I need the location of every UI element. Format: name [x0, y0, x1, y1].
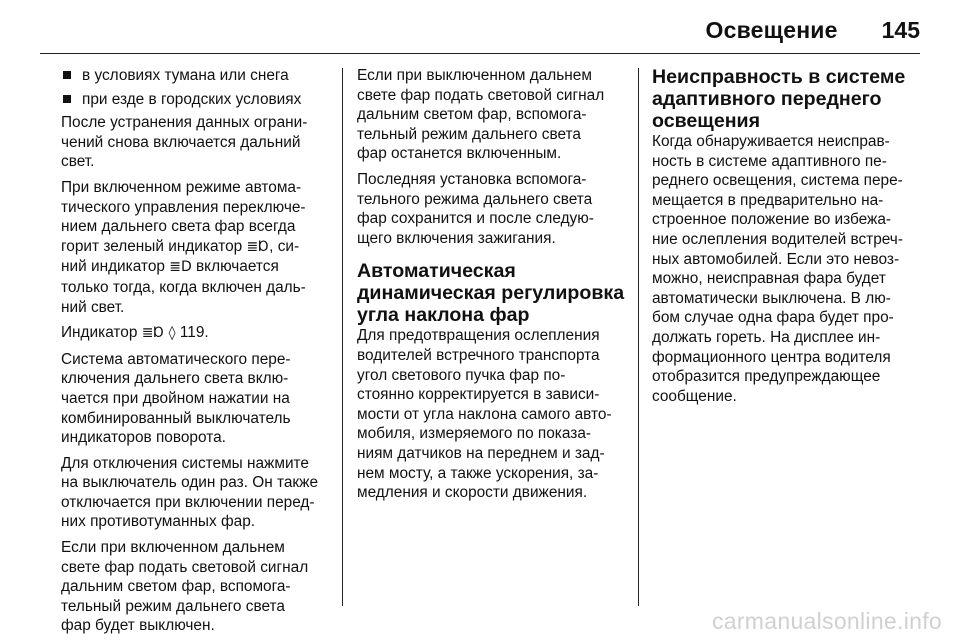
text-line: свет.	[61, 153, 95, 171]
text-line: Когда обнаруживается неисправ-	[652, 133, 890, 150]
text-line: тельного режима дальнего света	[357, 190, 593, 208]
column-divider	[638, 68, 639, 606]
text-line: дальним светом фар, вспомога-	[61, 578, 291, 596]
text-line: них противотуманных фар.	[61, 513, 256, 531]
bullet-item	[61, 90, 331, 110]
paragraph	[61, 454, 331, 532]
heading-line: Неисправность в системе	[652, 66, 906, 88]
text-line: ние ослепления водителей встреч-	[652, 230, 903, 248]
paragraph	[61, 113, 331, 172]
text-line: на выключатель один раз. Он также	[61, 474, 319, 492]
text-line: нем мосту, а также ускорения, за-	[357, 464, 599, 482]
paragraph	[61, 323, 331, 344]
text-line: ниям датчиков на переднем и зад-	[357, 444, 605, 462]
text-line: ность в системе адаптивного пе-	[652, 152, 887, 170]
text-line: строенное положение во избежа-	[652, 211, 892, 229]
paragraph	[61, 350, 331, 448]
text-line: медления и скорости движения.	[357, 484, 588, 502]
text-line: При включенном режиме автома-	[61, 178, 302, 196]
header-rule	[40, 53, 920, 54]
text-line: свете фар подать световой сигнал	[357, 86, 605, 104]
text-line: мобиля, измеряемого по показа-	[357, 425, 592, 443]
bullet-text: в условиях тумана или снега	[82, 67, 289, 84]
text-line: включается	[191, 258, 279, 276]
text-line: отобразится предупреждающее	[652, 368, 881, 386]
high-beam-indicator-icon: ≣D	[169, 259, 192, 276]
text-line: Если при включенном дальнем	[61, 539, 285, 557]
text-line: угол светового пучка фар по-	[357, 366, 566, 384]
text-line: ний свет.	[61, 298, 125, 316]
text-line: мещается в предварительно на-	[652, 191, 884, 209]
bullet-square-icon	[63, 95, 71, 103]
text-line: дальним светом фар, вспомога-	[357, 106, 587, 124]
paragraph	[357, 66, 627, 164]
text-line: индикаторов поворота.	[61, 429, 226, 447]
text-line: тельный режим дальнего света	[61, 597, 285, 615]
page-reference-icon: ◊	[168, 325, 176, 342]
text-line: фар будет выключен.	[61, 617, 215, 635]
text-line: Если при выключенном дальнем	[357, 67, 592, 84]
auto-high-beam-indicator-icon: ≣Ɒ	[246, 238, 270, 255]
text-line: чается при двойном нажатии на	[61, 389, 290, 407]
paragraph	[652, 132, 927, 406]
text-line: сообщение.	[652, 387, 737, 405]
text-line: водителей встречного транспорта	[357, 346, 600, 364]
text-line: тического управления переключе-	[61, 198, 306, 216]
page-header	[705, 17, 920, 44]
text-line: стоянно корректируется в зависи-	[357, 386, 600, 404]
text-line: свете фар подать световой сигнал	[61, 558, 309, 576]
text-line: ний индикатор	[61, 258, 170, 276]
text-line: , си-	[269, 237, 300, 255]
text-line: комбинированный выключатель	[61, 409, 291, 427]
text-line: Система автоматического пере-	[61, 350, 291, 368]
text-line: После устранения данных ограни-	[61, 114, 308, 132]
text-line: фар останется включенным.	[357, 145, 562, 163]
bullet-text: при езде в городских условиях	[82, 90, 302, 108]
page-reference-link[interactable]: 119.	[175, 324, 209, 342]
text-line: тельный режим дальнего света	[357, 125, 581, 143]
text-line: бом случае одна фара будет про-	[652, 309, 894, 327]
text-line: мости от угла наклона самого авто-	[357, 405, 612, 423]
text-line: фар сохранится и после следую-	[357, 210, 594, 228]
paragraph	[357, 170, 627, 248]
text-line: горит зеленый индикатор	[61, 237, 247, 255]
bullet-item	[61, 66, 331, 86]
text-line: только тогда, когда включен даль-	[61, 278, 306, 296]
heading-line: адаптивного переднего	[652, 88, 882, 110]
column-middle	[357, 66, 627, 509]
heading-line: динамическая регулировка	[357, 282, 625, 305]
text-line: формационного центра водителя	[652, 348, 891, 366]
text-line: отключается при включении перед-	[61, 493, 315, 511]
heading-line: угла наклона фар	[357, 304, 530, 327]
text-line: ключения дальнего света вклю-	[61, 370, 289, 388]
auto-high-beam-indicator-icon: ≣Ɒ	[141, 325, 165, 342]
text-line: ных автомобилей. Если это невоз-	[652, 250, 900, 268]
text-line: Для предотвращения ослепления	[357, 327, 600, 345]
text-line: щего включения зажигания.	[357, 229, 556, 247]
heading-line: освещения	[652, 110, 761, 132]
column-left	[61, 66, 331, 642]
text-line: можно, неисправная фара будет	[652, 270, 886, 288]
section-heading	[357, 260, 627, 326]
section-heading	[652, 66, 927, 132]
text-line: Последняя установка вспомога-	[357, 170, 587, 188]
paragraph	[357, 326, 627, 502]
column-divider	[342, 68, 343, 606]
column-right	[652, 66, 927, 412]
paragraph	[61, 538, 331, 636]
text-line: автоматически выключена. В лю-	[652, 289, 891, 307]
page-title: Освещение	[705, 17, 838, 43]
text-line: чений снова включается дальний	[61, 133, 301, 151]
page-number: 145	[881, 17, 920, 43]
text-line: нием дальнего света фар всегда	[61, 218, 296, 236]
bullet-square-icon	[63, 71, 71, 79]
text-line: Индикатор	[61, 324, 142, 342]
watermark: carmanualsonline.info	[711, 608, 942, 634]
text-line: Для отключения системы нажмите	[61, 454, 309, 472]
heading-line: Автоматическая	[357, 260, 516, 283]
text-line: реднего освещения, система пере-	[652, 172, 903, 190]
paragraph	[61, 178, 331, 317]
text-line: должать гореть. На дисплее ин-	[652, 328, 881, 346]
